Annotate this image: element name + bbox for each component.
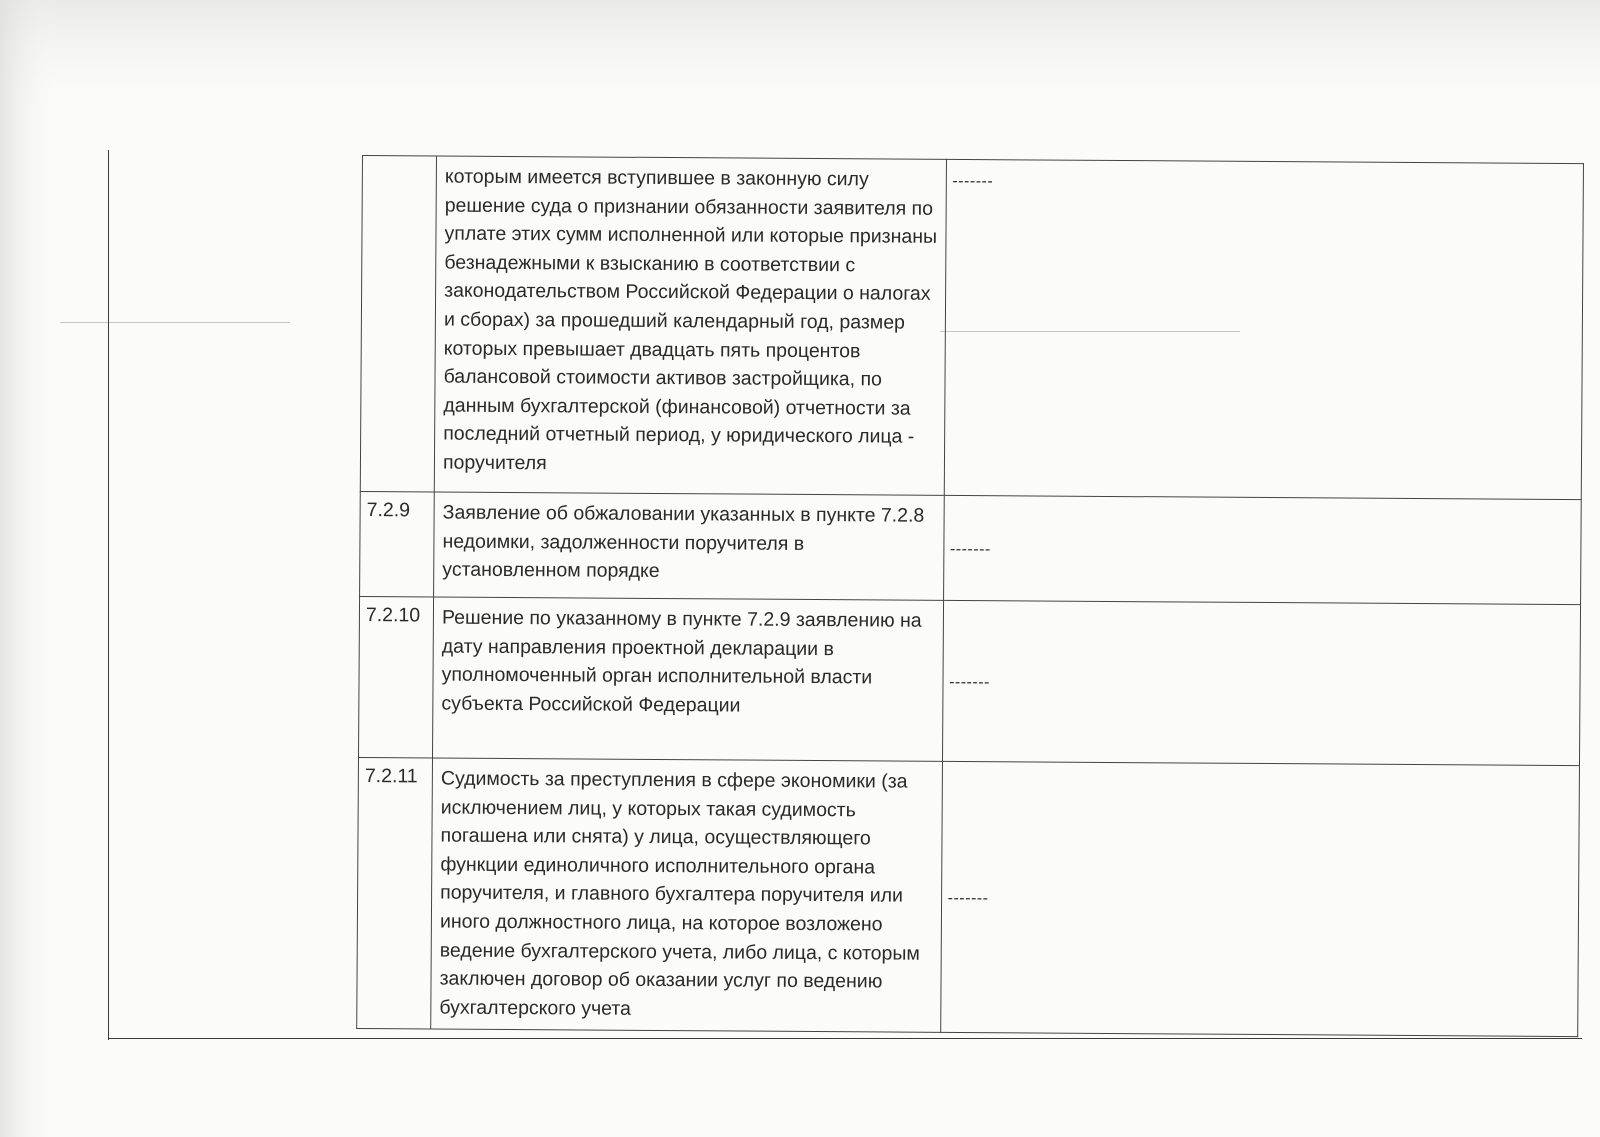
item-description: Судимость за преступления в сфере экономики (за исключением лиц, у которых такая судимость погашена или снята) у лица, осуществляющего функции единоличного исполнительного органа поручителя, и главного бухгалтера поручителя или иного должностного лица, на которое возложено ведение бухгалтерского учета, либо лица, с которым заключен договор об оказании услуг по ведению бухгалтерского учета <box>431 758 942 1032</box>
outer-frame-bottom-border <box>108 1038 1582 1039</box>
item-description: которым имеется вступившее в законную силу решение суда о признании обязанности заявителя по уплате этих сумм исполненной или которые признаны безнадежными к взысканию в соответствии с законодательством Российской Федерации о налогах и сборах) за прошедший календарный год, размер которых превышает двадцать пять процентов балансовой стоимости активов застройщика, по данным бухгалтерской (финансовой) отчетности за последний отчетный период, у юридического лица - поручителя <box>434 156 946 495</box>
item-number <box>360 156 436 492</box>
table-row <box>357 757 1580 1036</box>
declaration-table <box>356 155 1584 1037</box>
table-row <box>360 156 1583 500</box>
item-value: ------- <box>947 889 989 907</box>
outer-frame-left-border <box>108 150 109 1040</box>
item-value: ------- <box>952 172 994 191</box>
item-number: 7.2.10 <box>359 596 434 757</box>
item-description: Заявление об обжаловании указанных в пункте 7.2.8 недоимки, задолженности поручителя в установленном порядке <box>434 492 944 600</box>
item-value: ------- <box>949 673 990 691</box>
table-row <box>359 596 1581 765</box>
item-number: 7.2.11 <box>357 757 433 1028</box>
scan-artifact-line <box>60 322 290 323</box>
item-number: 7.2.9 <box>360 491 435 596</box>
item-description: Решение по указанному в пункте 7.2.9 заявлению на дату направления проектной декларации в уполномоченный орган исполнительной власти субъекта Российской Федерации <box>433 597 944 761</box>
table-row <box>360 491 1582 604</box>
item-value: ------- <box>949 540 991 558</box>
